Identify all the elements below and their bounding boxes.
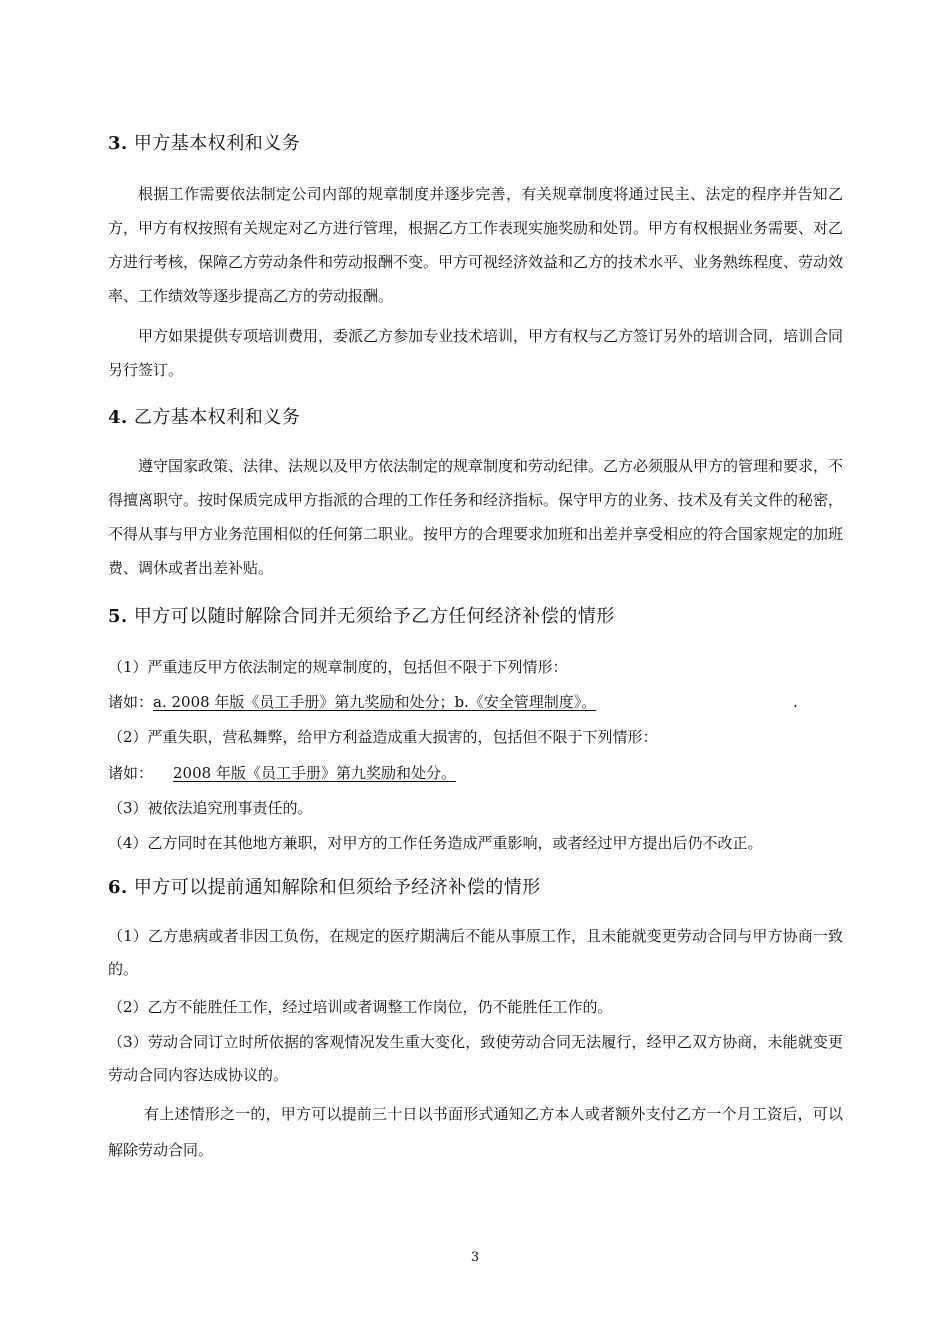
- section-6-heading: [108, 875, 843, 901]
- section-3-paragraph-2: 甲方如果提供专项培训费用，委派乙方参加专业技术培训，甲方有权与乙方签订另外的培训合同，培训合同另行签订。: [108, 327, 844, 379]
- section-6-item-2: （2）乙方不能胜任工作，经过培训或者调整工作岗位，仍不能胜任工作的。: [108, 998, 613, 1016]
- section-4-heading: [108, 405, 843, 431]
- section-6-closing: 有上述情形之一的，甲方可以提前三十日以书面形式通知乙方本人或者额外支付乙方一个月工资后，可以解除劳动合同。: [108, 1105, 843, 1159]
- section-number: 5.: [108, 606, 128, 627]
- example-2-text: 2008 年版《员工手册》第九奖励和处分。: [173, 764, 456, 782]
- section-title: 乙方基本权利和义务: [133, 407, 301, 428]
- section-title: 甲方基本权利和义务: [133, 133, 301, 154]
- section-title: 甲方可以随时解除合同并无须给予乙方任何经济补偿的情形: [133, 606, 615, 627]
- section-number: 4.: [108, 407, 128, 428]
- example-1-end: .: [793, 693, 798, 711]
- section-title: 甲方可以提前通知解除和但须给予经济补偿的情形: [133, 877, 541, 898]
- example-1-text: a. 2008 年版《员工手册》第九奖励和处分；b.《安全管理制度》。: [153, 693, 597, 711]
- example-prefix: 诸如：: [108, 764, 154, 782]
- section-6-item-1: （1）乙方患病或者非因工负伤，在规定的医疗期满后不能从事原工作，且未能就变更劳动合同与甲方协商一致的。: [108, 927, 843, 978]
- section-number: 6.: [108, 877, 128, 898]
- section-5-item-4: （4）乙方同时在其他地方兼职，对甲方的工作任务造成严重影响，或者经过甲方提出后仍不改正。: [108, 834, 763, 852]
- example-prefix: 诸如：: [108, 693, 154, 711]
- section-5-example-2: [108, 761, 843, 785]
- section-5-item-2: （2）严重失职，营私舞弊，给甲方利益造成重大损害的，包括但不限于下列情形：: [108, 728, 658, 746]
- section-6-item-3: （3）劳动合同订立时所依据的客观情况发生重大变化，致使劳动合同无法履行，经甲乙双方协商，未能就变更劳动合同内容达成协议的。: [108, 1033, 843, 1084]
- section-5-item-3: （3）被依法追究刑事责任的。: [108, 799, 313, 817]
- page-number: 3: [470, 1250, 480, 1265]
- section-5-example-1: [108, 690, 843, 714]
- section-4-paragraph-1: 遵守国家政策、法律、法规以及甲方依法制定的规章制度和劳动纪律。乙方必须服从甲方的管理和要求，不得擅离职守。按时保质完成甲方指派的合理的工作任务和经济指标。保守甲方的业务、技术及有关文件的秘密，不得从事与甲方业务范围相似的任何第二职业。按甲方的合理要求加班和出差并享受相应的符合国家规定的加班费、调休或者出差补贴。: [108, 457, 844, 577]
- section-5-heading: [108, 604, 843, 630]
- section-3-heading: [108, 131, 843, 157]
- section-3-paragraph-1: 根据工作需要依法制定公司内部的规章制度并逐步完善，有关规章制度将通过民主、法定的程序并告知乙方，甲方有权按照有关规定对乙方进行管理，根据乙方工作表现实施奖励和处罚。甲方有权根据业务需要、对乙方进行考核，保障乙方劳动条件和劳动报酬不变。甲方可视经济效益和乙方的技术水平、业务熟练程度、劳动效率、工作绩效等逐步提高乙方的劳动报酬。: [108, 185, 844, 305]
- section-number: 3.: [108, 133, 128, 154]
- section-5-item-1: （1）严重违反甲方依法制定的规章制度的，包括但不限于下列情形：: [108, 658, 568, 676]
